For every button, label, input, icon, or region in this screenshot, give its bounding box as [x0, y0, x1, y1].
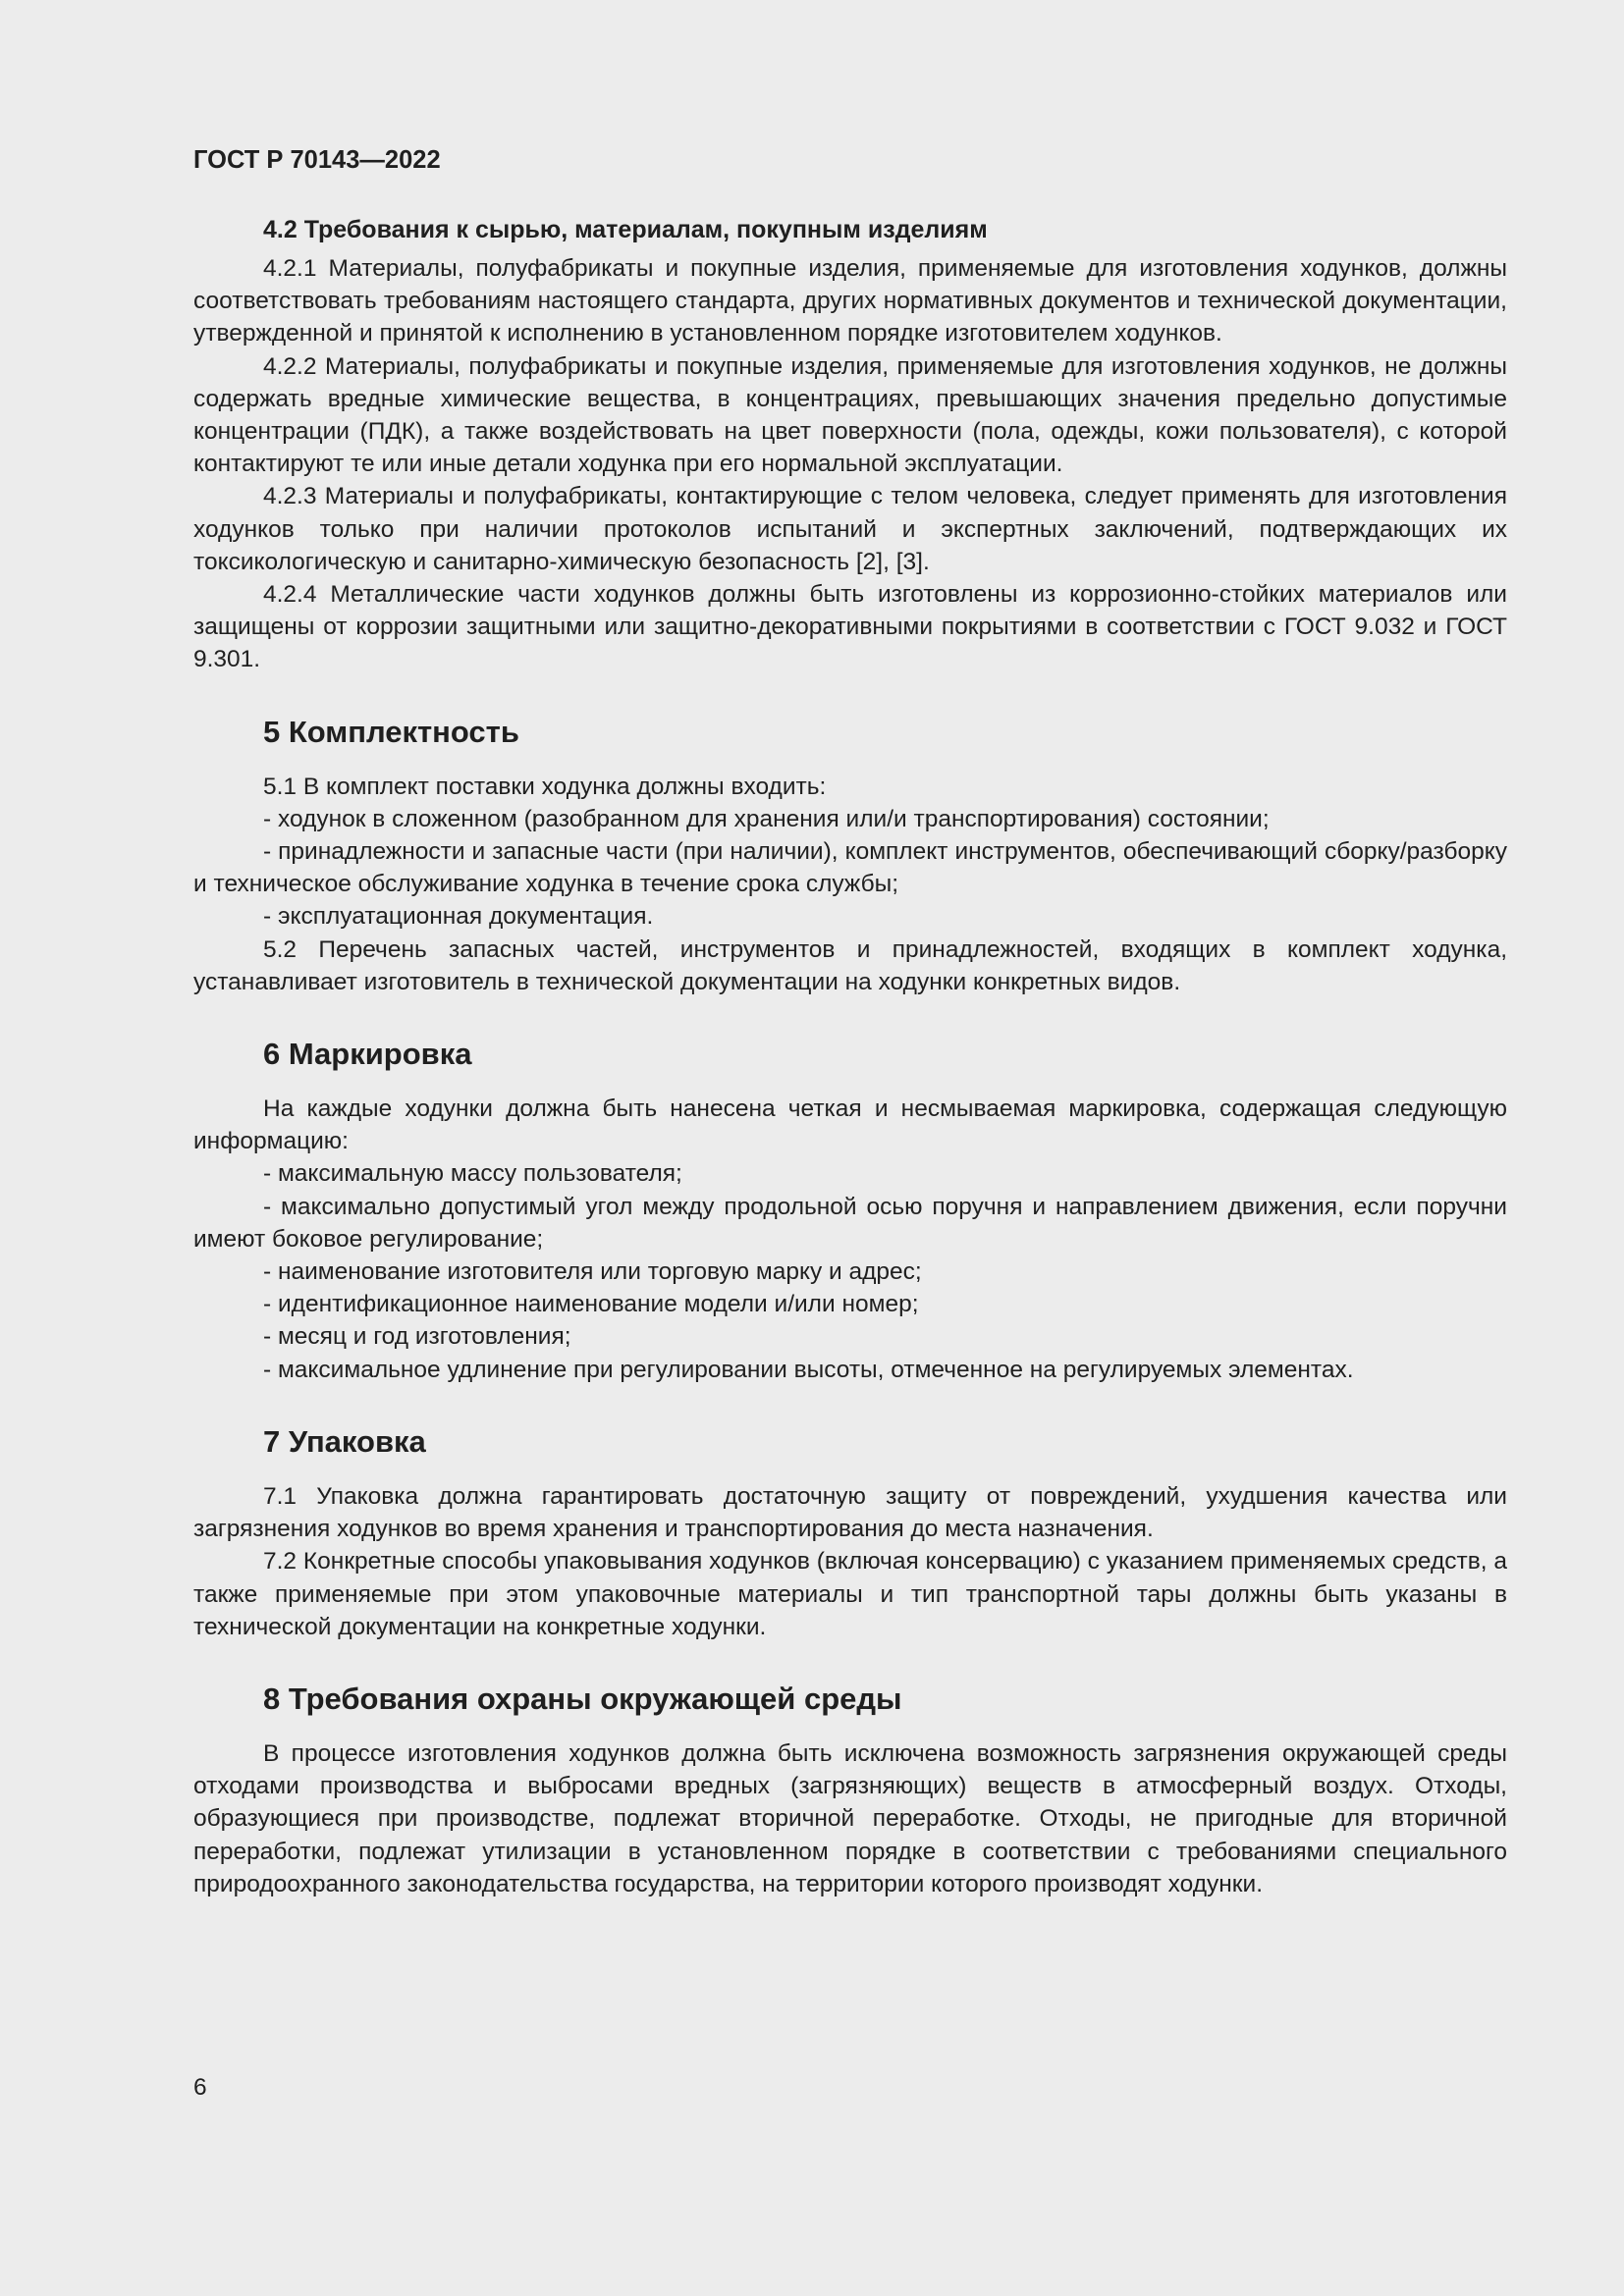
- list-item: - наименование изготовителя или торговую марку и адрес;: [263, 1258, 922, 1286]
- paragraph-4-2-3: 4.2.3 Материалы и полуфабрикаты, контактирующие с телом человека, следует применять для изготовления ходунков только при наличии протоколов испытаний и экспертных заключений, подтверждающих их токсикологическую и санитарно-химическую безопасность [2], [3].: [193, 483, 1507, 575]
- paragraph-5-1: 5.1 В комплект поставки ходунка должны входить:: [263, 773, 827, 800]
- section-5-title: 5 Комплектность: [263, 714, 519, 749]
- document-code: ГОСТ Р 70143—2022: [193, 146, 441, 174]
- paragraph-4-2-4: 4.2.4 Металлические части ходунков должны быть изготовлены из коррозионно-стойких материалов или защищены от коррозии защитными или защитно-декоративными покрытиями в соответствии с ГОСТ 9.032 и ГОСТ 9.301.: [193, 581, 1507, 673]
- paragraph-4-2-2: 4.2.2 Материалы, полуфабрикаты и покупные изделия, применяемые для изготовления ходунков, не должны содержать вредные химические вещества, в концентрациях, превышающих значения предельно допустимые концентрации (ПДК), а также воздействовать на цвет поверхности (пола, одежды, кожи пользователя), с которой контактируют те или иные детали ходунка при его нормальной эксплуатации.: [193, 352, 1507, 478]
- list-item: - максимальное удлинение при регулировании высоты, отмеченное на регулируемых элементах.: [263, 1356, 1354, 1383]
- paragraph-8: В процессе изготовления ходунков должна быть исключена возможность загрязнения окружающей среды отходами производства и выбросами вредных (загрязняющих) веществ в атмосферный воздух. Отходы, образующиеся при производстве, подлежат вторичной переработке. Отходы, не пригодные для вторичной переработки, подлежат утилизации в установленном порядке в соответствии с требованиями специального природоохранного законодательства государства, на территории которого производят ходунки.: [193, 1739, 1507, 1897]
- paragraph-6-intro: На каждые ходунки должна быть нанесена четкая и несмываемая маркировка, содержащая следующую информацию:: [193, 1095, 1507, 1155]
- list-item: - эксплуатационная документация.: [263, 903, 654, 931]
- list-item: - ходунок в сложенном (разобранном для хранения или/и транспортирования) состоянии;: [263, 805, 1270, 832]
- list-item: - идентификационное наименование модели и/или номер;: [263, 1291, 919, 1318]
- paragraph-4-2-1: 4.2.1 Материалы, полуфабрикаты и покупные изделия, применяемые для изготовления ходунков, должны соответствовать требованиям настоящего стандарта, других нормативных документов и технической документации, утвержденной и принятой к исполнению в установленном порядке изготовителем ходунков.: [193, 255, 1507, 347]
- page-number: 6: [193, 2074, 207, 2101]
- list-item: - максимальную массу пользователя;: [263, 1160, 682, 1188]
- paragraph-7-2: 7.2 Конкретные способы упаковывания ходунков (включая консервацию) с указанием применяемых средств, а также применяемые при этом упаковочные материалы и тип транспортной тары должны быть указаны в технической документации на конкретные ходунки.: [193, 1548, 1507, 1640]
- section-4-2-title: 4.2 Требования к сырью, материалам, покупным изделиям: [263, 216, 988, 243]
- section-8-title: 8 Требования охраны окружающей среды: [263, 1681, 902, 1716]
- paragraph-5-2: 5.2 Перечень запасных частей, инструментов и принадлежностей, входящих в комплект ходунка, устанавливает изготовитель в технической документации на ходунки конкретных видов.: [193, 935, 1507, 995]
- list-item: - месяц и год изготовления;: [263, 1323, 571, 1351]
- document-page: [193, 145, 1507, 1900]
- section-6-title: 6 Маркировка: [263, 1037, 472, 1072]
- paragraph-7-1: 7.1 Упаковка должна гарантировать достаточную защиту от повреждений, ухудшения качества или загрязнения ходунков во время хранения и транспортирования до места назначения.: [193, 1482, 1507, 1543]
- list-item: - принадлежности и запасные части (при наличии), комплект инструментов, обеспечивающий сборку/разборку и техническое обслуживание ходунка в течение срока службы;: [193, 838, 1507, 898]
- section-7-title: 7 Упаковка: [263, 1423, 426, 1459]
- list-item: - максимально допустимый угол между продольной осью поручня и направлением движения, если поручни имеют боковое регулирование;: [193, 1193, 1507, 1253]
